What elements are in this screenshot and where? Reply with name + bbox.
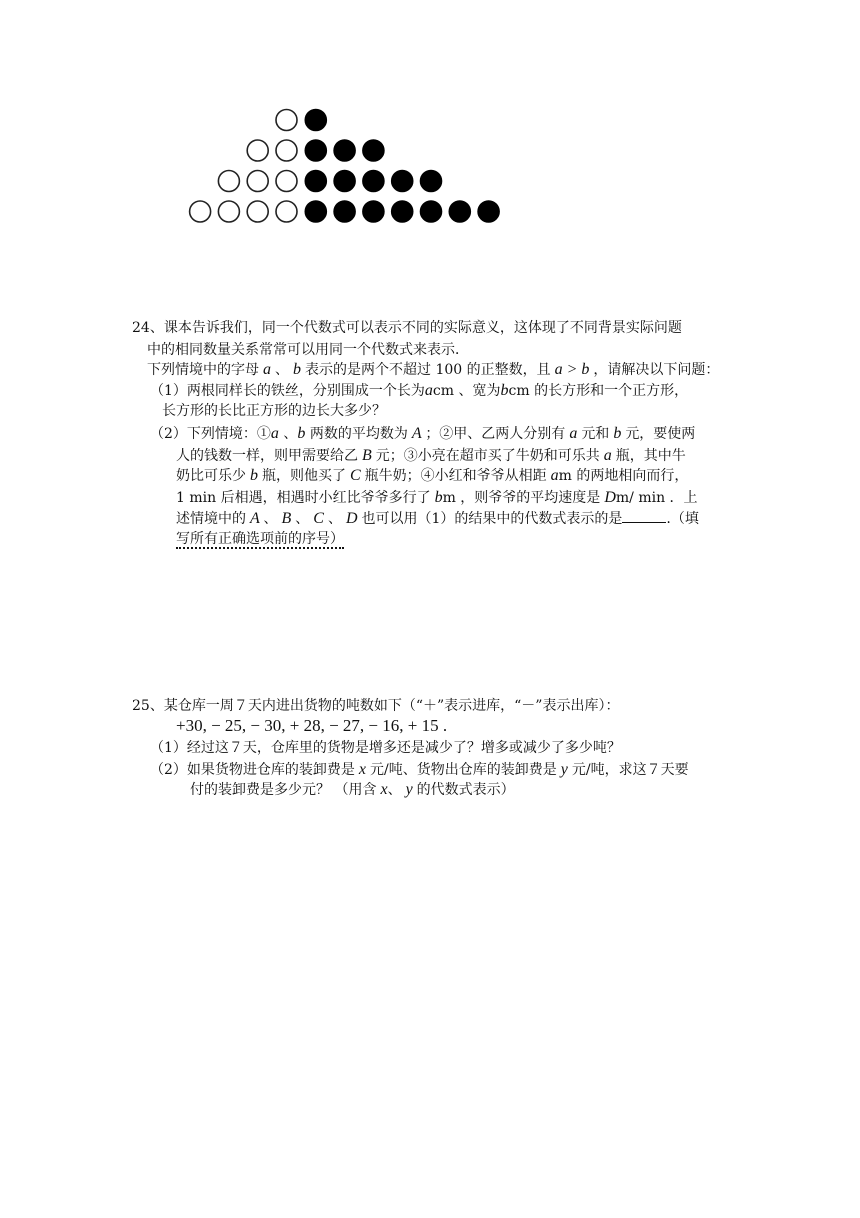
q25-number: 25、 (132, 698, 164, 714)
q24-part2-text-1: 下列情境：① (186, 426, 271, 442)
q24-part1-text-2: 长方形的长比正方形的边长大多少？ (162, 403, 386, 419)
white-dot (247, 140, 268, 161)
q24-part2-text-2: 人的钱数一样，则甲需要给乙 (176, 448, 358, 464)
black-dot (421, 201, 442, 222)
black-dot (305, 171, 326, 192)
black-dot (334, 201, 355, 222)
q24-line1 (132, 318, 682, 338)
black-dot (478, 201, 499, 222)
q24-part2-text-3: 奶比可乐少 (176, 468, 246, 484)
white-dot (276, 110, 297, 131)
black-dot (421, 171, 442, 192)
q24-part2-line4: 1 min 后相遇，相遇时小红比爷爷多行了 bm ，则爷爷的平均速度是 Dm/ min ．上 (176, 489, 698, 506)
q24-part2-line5: 述情境中的 A 、 B 、 C 、 D 也可以用（1）的结果中的代数式表示的是 .（填 (176, 510, 699, 527)
q25-part1 (150, 738, 621, 758)
white-dot (218, 201, 239, 222)
q25-part1-text: （1）经过这７天，仓库里的货物是增多还是减少了？增多或减少了多少吨？ (150, 740, 621, 756)
q24-line3: 下列情境中的字母 a 、 b 表示的是两个不超过 100 的正整数，且 a > b ，请解决以下问题： (147, 361, 720, 378)
dot-triangle-figure (0, 0, 860, 260)
black-dot (305, 140, 326, 161)
black-dot (392, 171, 413, 192)
q25-part2-line1: （2）如果货物进仓库的装卸费是 x 元/吨、货物出仓库的装卸费是 y 元/吨，求这７天要 (150, 761, 689, 778)
q24-part2-line2: 人的钱数一样，则甲需要给乙 B 元；③小亮在超市买了牛奶和可乐共 a 瓶，其中牛 (176, 447, 686, 464)
q24-line2 (147, 340, 469, 360)
white-dot (276, 201, 297, 222)
black-dot (363, 201, 384, 222)
black-dot (392, 201, 413, 222)
answer-blank[interactable] (622, 510, 666, 523)
q25-part2-text-1: （2）如果货物进仓库的装卸费是 (150, 762, 355, 778)
q24-intro-1: 课本告诉我们，同一个代数式可以表示不同的实际意义，这体现了不同背景实际问题 (163, 320, 682, 336)
q24-number: 24、 (132, 320, 164, 336)
q24-part2-line1: （2）下列情境：①a 、b 两数的平均数为 A ；②甲、乙两人分别有 a 元和 b 元，要使两 (150, 425, 696, 442)
white-dot (218, 171, 239, 192)
q24-part1-line1: （1）两根同样长的铁丝，分别围成一个长为acm 、宽为bcm 的长方形和一个正方形， (150, 382, 689, 399)
q25-intro: 某仓库一周７天内进出货物的吨数如下（“＋”表示进库，“－”表示出库）： (163, 698, 620, 714)
q24-part2-line6 (176, 529, 344, 549)
q24-intro-3: 下列情境中的字母 (147, 362, 259, 378)
q25-data: +30, − 25, − 30, + 28, − 27, − 16, + 15 . (176, 716, 448, 735)
black-dot (334, 140, 355, 161)
q24-part2-line3: 奶比可乐少 b 瓶，则他买了 C 瓶牛奶；④小红和爷爷从相距 am 的两地相向而行， (176, 467, 689, 484)
q24-part2-text-5: 述情境中的 (176, 511, 246, 527)
q24-part1-label: （1） (150, 383, 187, 399)
white-dot (190, 201, 211, 222)
q24-intro-2: 中的相同数量关系常常可以用同一个代数式来表示． (147, 342, 469, 358)
black-dot (305, 201, 326, 222)
q25-line1 (132, 696, 619, 716)
black-dot (363, 171, 384, 192)
black-dot (334, 171, 355, 192)
q24-part2-text-6: 写所有正确选项前的序号） (176, 531, 344, 547)
black-dot (305, 110, 326, 131)
q24-part1-line2 (162, 401, 386, 421)
q25-part2-line2: 付的装卸费是多少元？ （用含 x、 y 的代数式表示） (190, 781, 515, 798)
black-dot (363, 140, 384, 161)
white-dot (276, 171, 297, 192)
q25-data-line (176, 716, 447, 736)
q24-part2-label: （2） (150, 426, 187, 442)
q25-part2-text-2: 付的装卸费是多少元？ （用含 (190, 782, 377, 798)
q24-part2-text-4: 后相遇，相遇时小红比爷爷多行了 (220, 490, 431, 506)
black-dot (449, 201, 470, 222)
white-dot (276, 140, 297, 161)
white-dot (247, 171, 268, 192)
q24-part1-text: 两根同样长的铁丝，分别围成一个长为 (186, 383, 425, 399)
white-dot (247, 201, 268, 222)
